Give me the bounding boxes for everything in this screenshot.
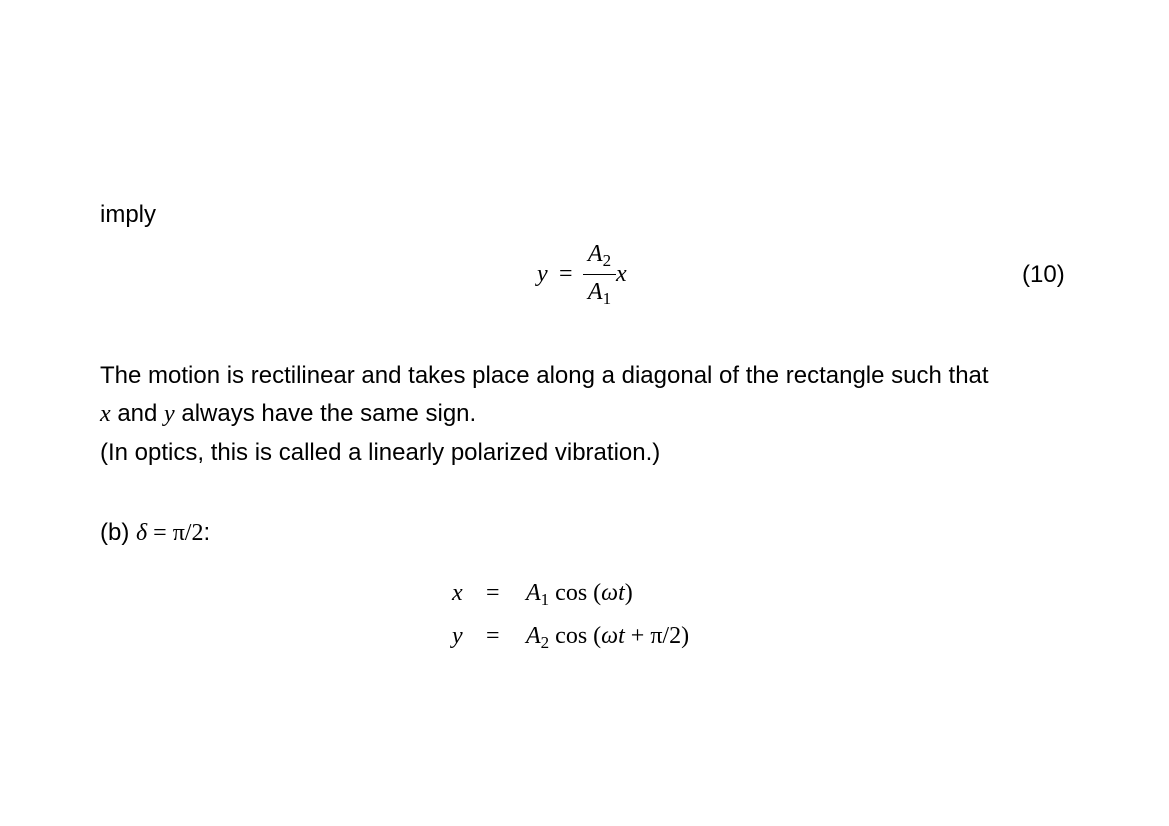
intro-text: imply xyxy=(100,201,157,228)
paragraph-line-2: x and y always have the same sign. xyxy=(100,400,477,427)
case-b-heading: (b) δ = π/2: xyxy=(100,519,211,546)
fraction-bar xyxy=(583,274,616,275)
fraction-numerator: $A_2$ xyxy=(587,241,612,270)
system-row-2-rhs: $A_2$ cos (ωt + π/2) xyxy=(526,623,690,652)
var-x: x xyxy=(100,401,111,427)
eq10-fraction xyxy=(583,242,616,308)
var-y: y xyxy=(164,401,175,427)
eq10-lhs: y xyxy=(537,261,548,287)
eq10-equals: = xyxy=(559,261,573,287)
paragraph-line-3: (In optics, this is called a linearly polarized vibration.) xyxy=(100,439,661,466)
delta-symbol: δ xyxy=(136,520,148,546)
system-row-2-equals: = xyxy=(486,623,500,649)
system-row-1-rhs: $A_1$ cos (ωt) xyxy=(526,580,633,609)
equation-number: (10) xyxy=(1022,261,1065,288)
system-row-1-lhs: x xyxy=(452,580,463,606)
system-row-1-equals: = xyxy=(486,580,500,606)
fraction-denominator: $A_1$ xyxy=(587,279,612,308)
system-row-2-lhs: y xyxy=(452,623,463,649)
eq10-rhs: x xyxy=(616,261,627,287)
paragraph-line-1: The motion is rectilinear and takes place along a diagonal of the rectangle such that xyxy=(100,362,989,389)
